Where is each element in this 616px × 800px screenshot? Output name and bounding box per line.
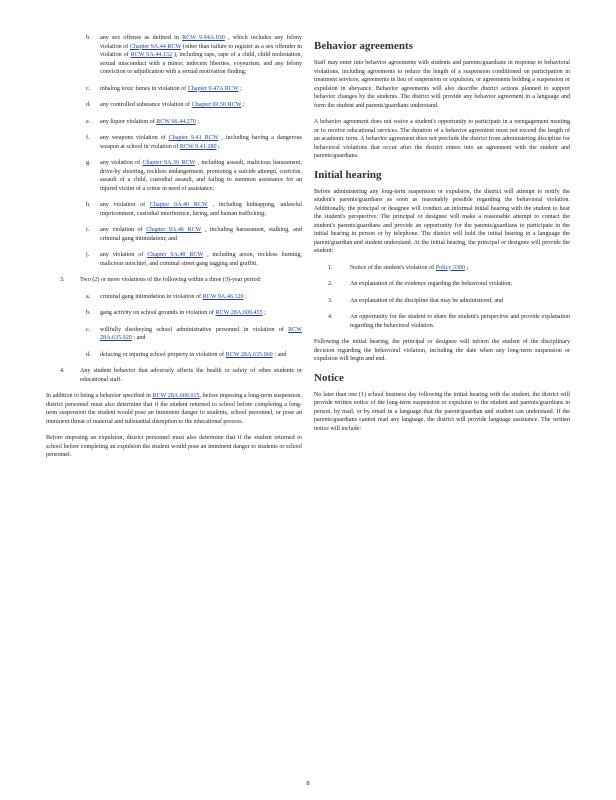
page-number: 8 bbox=[306, 780, 310, 787]
left-column bbox=[46, 34, 302, 468]
paragraph-behavior-1: Staff may enter into behavior agreements with students and parents/guardians in response to behavioral violations, including agreements to reduce the length of a suspension conditioned on participation in treatment services, agreements in lieu of suspension or expulsion, or agreements holding a suspension or expulsion in abeyance. Behavior agreements will also describe district actions planned to support behavior changes by the students. The district will provide any behavior agreement in a language and form the student and parents/guardians understand. bbox=[314, 60, 570, 109]
paragraph-initial-2: Following the initial hearing, the principal or designee will inform the student of the disciplinary decision regarding the behavioral violation, including the date when any long-term suspension or expulsion will begin and end. bbox=[314, 339, 570, 362]
paragraph-behavior-2: A behavior agreement does not waive a student's opportunity to participate in a reengagement meeting or to receive educational services. The duration of a behavior agreement must not exceed the length of an academic term. A behavior agreement does not preclude the district from administering discipline for behavioral violations that occur after the district enters into an agreement with the student and parents/guardians. bbox=[314, 119, 570, 159]
reference-link[interactable]: RCW 28A.635.060 bbox=[225, 351, 273, 358]
list-item-i: i. any violation of Chapter 9A.46 RCW , including harassment, stalking, and criminal gang intimidation; and bbox=[86, 227, 302, 242]
reference-link[interactable]: RCW 9A.46.120 bbox=[202, 293, 244, 300]
paragraph-notice-1: No later than one (1) school business day following the initial hearing with the student, the district will provide written notice of the long-term suspension or expulsion to the student and parents/guardians in person, by mail, or by email in a language that the parent/guardian and student can understand. If the parents/guardians cannot read any language, the district will provide language assistance. The written notice will include: bbox=[314, 391, 570, 432]
reference-link[interactable]: Chapter 9A.40 RCW bbox=[149, 202, 208, 208]
sub-list-item-a: a. criminal gang intimidation in violation of RCW 9A.46.120 ; bbox=[86, 293, 247, 300]
paragraph-expulsion: Before imposing an expulsion, district personnel must also determine that if the student returned to school before completing an expulsion the student would pose an imminent danger to students or school personnel. bbox=[46, 435, 302, 458]
sub-list-item-b: b. gang activity on school grounds in violation of RCW 28A.600.455 ; bbox=[86, 310, 266, 316]
sub-list-item-c: c. willfully disobeying school administrative personnel in violation of RCW 28A.635.020 ; and bbox=[86, 326, 302, 341]
list-item-b: b. any sex offense as defined in RCW 9.94A.030 , which includes any felony violation of Chapter 9A.44 RCW (other than failure to register as a sex offender in violation of RCW 9A.44.132 ), including rape, rape of a child, child molestation, sexual misconduct with a minor, indecent liberties, voyeurism, and any felony conviction or adjudication with a sexual motivation finding; bbox=[86, 35, 303, 75]
hearing-item-4: 4. An opportunity for the student to share the student's perspective and provide explanation regarding the behavioral violation. bbox=[328, 314, 570, 329]
hearing-item-3: 3. An explanation of the discipline that may be administered; and bbox=[328, 297, 504, 304]
right-column bbox=[314, 34, 570, 441]
reference-link[interactable]: Chapter 9A.44 RCW bbox=[129, 43, 182, 50]
reference-link[interactable]: RCW 66.44.270 bbox=[156, 118, 196, 125]
list-item-f: f. any weapons violation of Chapter 9.41 RCW , including having a dangerous weapon at school in violation of RCW 9.41.280 ; bbox=[86, 135, 303, 150]
list-item-d: d. any controlled substance violation of Chapter 69.50 RCW ; bbox=[86, 102, 245, 108]
reference-link[interactable]: Chapter 9A.48 RCW bbox=[147, 252, 204, 258]
rcw-link[interactable]: RCW 28A.600.015 bbox=[152, 393, 200, 399]
list-item-e: e. any liquor violation of RCW 66.44.270 ; bbox=[86, 118, 200, 125]
hearing-item-1: 1. Notice of the student's violation of Policy 3300 ; bbox=[328, 264, 469, 271]
sub-list-item-d: d. defacing or injuring school property in violation of RCW 28A.635.060 ; and bbox=[86, 351, 287, 358]
heading-initial-hearing: Initial hearing bbox=[314, 168, 382, 181]
hearing-item-2: 2. An explanation of the evidence regarding the behavioral violation; bbox=[328, 281, 513, 287]
heading-notice: Notice bbox=[314, 371, 344, 384]
reference-link[interactable]: RCW 9.41.280 bbox=[179, 143, 217, 150]
list-item-h: h. any violation of Chapter 9A.40 RCW , including kidnapping, unlawful imprisonment, custodial interference, luring, and human trafficking; bbox=[86, 202, 302, 217]
reference-link[interactable]: Chapter 9.47A RCW bbox=[187, 85, 239, 92]
paragraph-long-term-suspension: In addition to being a behavior specified in RCW 28A.600.015, before imposing a long-term suspension, district personnel must also determine that if the student returned to school before completing a long-term suspension the student would pose an imminent danger to students, school personnel, or pose an imminent threat of material and substantial disruption to the educational process. bbox=[46, 393, 302, 425]
list-item-4: 4. Any student behavior that adversely affects the health or safety of other students or educational staff. bbox=[60, 368, 302, 383]
list-item-j: j. any violation of Chapter 9A.48 RCW , including arson, reckless burning, malicious mischief, and criminal street gang tagging and graffiti. bbox=[86, 252, 303, 267]
reference-link[interactable]: Chapter 9.41 RCW bbox=[168, 135, 219, 141]
reference-link[interactable]: RCW 28A.635.020 bbox=[100, 326, 302, 341]
paragraph-initial-1: Before administering any long-term suspension or expulsion, the district will attempt to notify the student's parents/guardians as soon as reasonably possible regarding the behavioral violation. Additionally, the principal or designee will conduct an informal initial hearing with the student to hear the student's perspective. The principal or designee will make a reasonable attempt to contact the student's parents/guardians and provide an opportunity for the parents/guardians to participate in the initial hearing in person or by telephone. The district will hold the initial hearing in a language the parent/guardian and student understand. At the initial hearing, the principal or designee will provide the student: bbox=[314, 188, 570, 254]
list-item-c: c. inhaling toxic fumes in violation of Chapter 9.47A RCW ; bbox=[86, 85, 242, 92]
reference-link[interactable]: RCW 9.94A.030 bbox=[182, 35, 225, 41]
list-item-g: g. any violation of Chapter 9A.36 RCW , including assault, malicious harassment, drive-by shooting, reckless endangerment, promoting a suicide attempt, coercion, assault of a child, custodial assault, and failing to summon assistance for an injured victim of a crime in need of assistance; bbox=[86, 160, 303, 192]
list-item-3: 3. Two (2) or more violations of the following within a three (3)-year period: bbox=[60, 277, 262, 283]
heading-behavior-agreements: Behavior agreements bbox=[314, 40, 413, 52]
reference-link[interactable]: Chapter 9A.46 RCW bbox=[146, 227, 202, 233]
reference-link[interactable]: Chapter 69.50 RCW bbox=[191, 102, 242, 108]
reference-link[interactable]: RCW 9A.44.132 bbox=[130, 52, 173, 58]
reference-link[interactable]: Policy 3300 bbox=[435, 264, 466, 271]
reference-link[interactable]: Chapter 9A.36 RCW bbox=[142, 160, 196, 166]
reference-link[interactable]: RCW 28A.600.455 bbox=[215, 310, 263, 316]
